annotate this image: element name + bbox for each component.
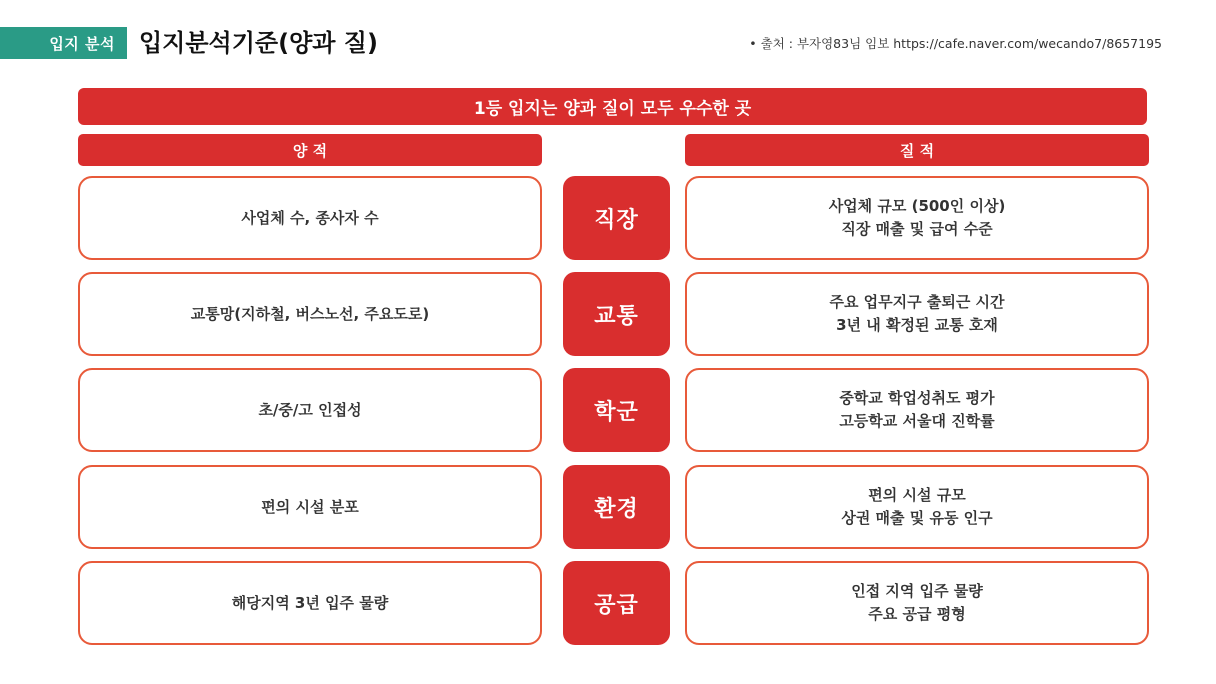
category-badge: 환경 [563, 465, 670, 549]
quantitative-text: 교통망(지하철, 버스노선, 주요도로) [190, 304, 430, 323]
quantitative-cell [78, 561, 542, 645]
qualitative-cell [685, 272, 1149, 356]
criteria-row-workplace [0, 176, 1216, 260]
quantitative-cell [78, 272, 542, 356]
qualitative-cell [685, 561, 1149, 645]
qualitative-line-1: 편의 시설 규모 [868, 486, 966, 504]
qualitative-line-2: 주요 공급 평형 [868, 605, 966, 623]
quantitative-text: 사업체 수, 종사자 수 [241, 208, 379, 227]
qualitative-line-1: 주요 업무지구 출퇴근 시간 [829, 293, 1005, 311]
quantitative-cell [78, 176, 542, 260]
qualitative-cell [685, 176, 1149, 260]
qualitative-cell [685, 465, 1149, 549]
category-badge: 공급 [563, 561, 670, 645]
qualitative-cell [685, 368, 1149, 452]
qualitative-line-2: 직장 매출 및 급여 수준 [841, 220, 993, 238]
section-badge: 입지 분석 [0, 27, 127, 59]
column-header-quantitative: 양 적 [78, 134, 542, 166]
qualitative-line-1: 중학교 학업성취도 평가 [839, 389, 995, 407]
qualitative-line-2: 상권 매출 및 유동 인구 [841, 509, 993, 527]
criteria-row-supply [0, 561, 1216, 645]
quantitative-cell [78, 465, 542, 549]
category-badge: 직장 [563, 176, 670, 260]
source-citation: • 출처 : 부자영83님 임보 https://cafe.naver.com/wecando7/8657195 [749, 36, 1162, 51]
criteria-row-transport [0, 272, 1216, 356]
qualitative-line-2: 고등학교 서울대 진학률 [839, 412, 995, 430]
criteria-row-environment [0, 465, 1216, 549]
page-title: 입지분석기준(양과 질) [139, 29, 378, 57]
quantitative-text: 해당지역 3년 입주 물량 [231, 593, 389, 612]
qualitative-line-2: 3년 내 확정된 교통 호재 [836, 316, 998, 334]
criteria-row-school [0, 368, 1216, 452]
category-badge: 학군 [563, 368, 670, 452]
category-badge: 교통 [563, 272, 670, 356]
column-header-qualitative: 질 적 [685, 134, 1149, 166]
qualitative-line-1: 사업체 규모 (500인 이상) [828, 197, 1006, 215]
quantitative-cell [78, 368, 542, 452]
quantitative-text: 초/중/고 인접성 [258, 400, 362, 419]
quantitative-text: 편의 시설 분포 [261, 497, 359, 516]
qualitative-line-1: 인접 지역 입주 물량 [851, 582, 983, 600]
summary-banner: 1등 입지는 양과 질이 모두 우수한 곳 [78, 88, 1147, 125]
